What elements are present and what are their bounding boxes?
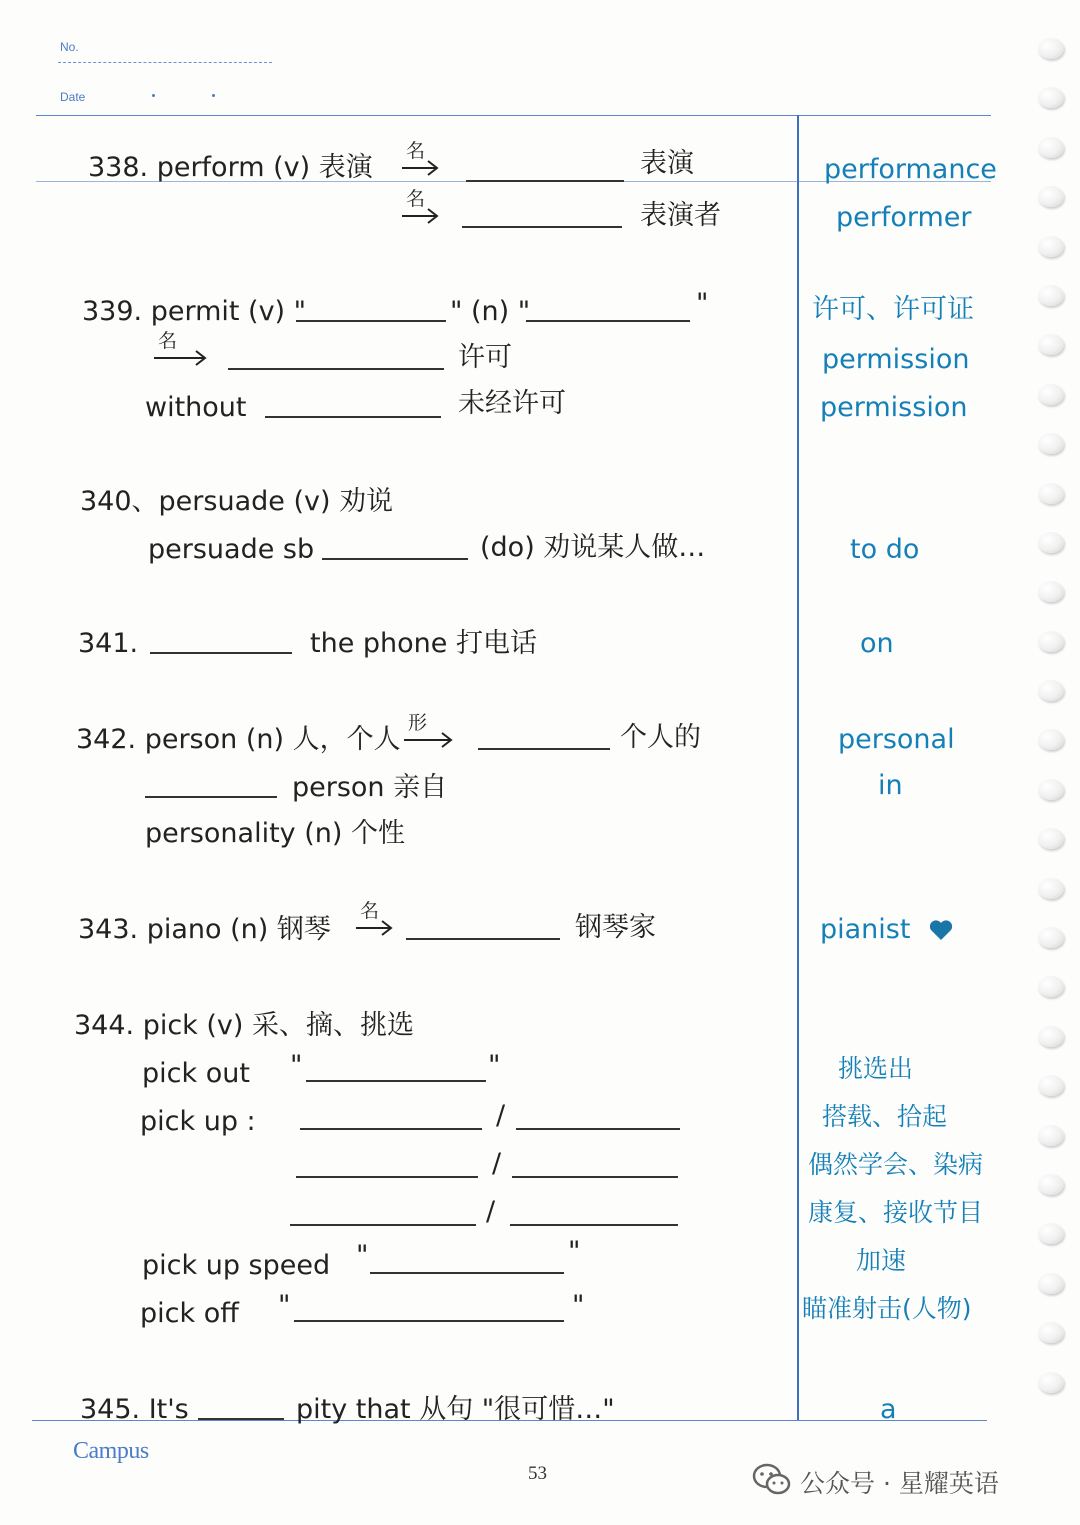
slash-separator: / — [496, 1100, 506, 1131]
entry-343-meaning1: 钢琴家 — [575, 912, 656, 943]
answer-344-3: 偶然学会、染病 — [808, 1150, 984, 1179]
arrow-label: 名 — [406, 140, 426, 162]
entry-339-line1-b: " (n) " — [450, 296, 531, 327]
date-dot — [212, 94, 215, 97]
ring — [1038, 1026, 1064, 1047]
entry-345-suffix: pity that 从句 "很可惜…" — [296, 1394, 615, 1425]
ring — [1038, 186, 1064, 207]
answer-339-2: permission — [822, 344, 970, 375]
ring — [1038, 927, 1064, 948]
blank-342-1 — [478, 748, 610, 750]
blank-341-1 — [150, 652, 292, 654]
arrow-icon — [354, 900, 394, 936]
ring — [1038, 878, 1064, 899]
blank-344-4 — [296, 1176, 478, 1178]
watermark-text: 公众号 · 星耀英语 — [800, 1469, 999, 1498]
entry-339-meaning3: 未经许可 — [458, 388, 566, 419]
spiral-binding — [1038, 38, 1068, 1421]
campus-brand-logo: Campus — [73, 1438, 149, 1464]
blank-339-3 — [228, 368, 444, 370]
arrow-icon — [402, 712, 442, 748]
heart-icon — [928, 918, 954, 942]
entry-340-line2-prefix: persuade sb — [148, 534, 315, 565]
arrow-label: 名 — [158, 330, 178, 352]
blank-344-1 — [306, 1080, 486, 1082]
entry-344-line1: 344. pick (v) 采、摘、挑选 — [74, 1010, 415, 1041]
entry-339-line1-a: 339. permit (v) " — [82, 296, 307, 327]
slash-separator: / — [492, 1148, 502, 1179]
ring — [1038, 581, 1064, 602]
ring — [1038, 483, 1064, 504]
entry-342-meaning1: 个人的 — [620, 722, 701, 753]
ring — [1038, 1125, 1064, 1146]
quote-mark: " — [356, 1240, 369, 1271]
entry-344-line6-prefix: pick up speed — [142, 1250, 331, 1281]
blank-344-7 — [510, 1224, 678, 1226]
entry-339-meaning2: 许可 — [458, 342, 512, 373]
ring — [1038, 285, 1064, 306]
ring — [1038, 236, 1064, 257]
entry-344-line3-prefix: pick up : — [140, 1106, 256, 1137]
date-dot — [152, 94, 155, 97]
entry-343-line1: 343. piano (n) 钢琴 — [78, 914, 331, 945]
date-label: Date — [60, 90, 86, 104]
arrow-label: 名 — [406, 188, 426, 210]
ring — [1038, 1223, 1064, 1244]
blank-338-2 — [462, 226, 622, 228]
ring — [1038, 433, 1064, 454]
entry-338-meaning2: 表演者 — [640, 200, 721, 231]
ring — [1038, 631, 1064, 652]
entry-345-prefix: 345. It's — [80, 1394, 189, 1425]
blank-342-2 — [145, 796, 277, 798]
blank-339-1 — [296, 320, 446, 322]
no-dotted-line — [58, 62, 272, 63]
entry-339-line1-c: " — [696, 288, 709, 319]
entry-342-line2-suffix: person 亲自 — [292, 772, 448, 803]
ring — [1038, 1322, 1064, 1343]
slash-separator: / — [486, 1196, 496, 1227]
ring — [1038, 828, 1064, 849]
ring — [1038, 729, 1064, 750]
ring — [1038, 779, 1064, 800]
ring — [1038, 1174, 1064, 1195]
entry-338-meaning1: 表演 — [640, 148, 694, 179]
ring — [1038, 532, 1064, 553]
entry-342-line3: personality (n) 个性 — [145, 818, 406, 849]
answer-344-1: 挑选出 — [838, 1054, 914, 1083]
quote-mark: " — [572, 1290, 585, 1321]
blank-344-8 — [370, 1272, 564, 1274]
answer-338-2: performer — [836, 202, 972, 233]
ring — [1038, 680, 1064, 701]
answer-343-1: pianist — [820, 914, 911, 945]
blank-344-2 — [300, 1128, 482, 1130]
answer-344-5: 加速 — [856, 1246, 907, 1275]
answer-344-2: 搭载、拾起 — [822, 1102, 948, 1131]
blank-344-5 — [512, 1176, 678, 1178]
quote-mark: " — [290, 1050, 303, 1081]
blank-344-6 — [290, 1224, 476, 1226]
entry-340-line1: 340、persuade (v) 劝说 — [80, 486, 394, 517]
answer-345-1: a — [880, 1394, 897, 1425]
answer-341-1: on — [860, 628, 894, 659]
no-label: No. — [60, 40, 79, 54]
quote-mark: " — [568, 1236, 581, 1267]
entry-338-line1: 338. perform (v) 表演 — [88, 152, 373, 183]
arrow-icon — [400, 140, 440, 176]
answer-339-3: permission — [820, 392, 968, 423]
blank-344-9 — [294, 1320, 564, 1322]
answer-340-1: to do — [850, 534, 920, 565]
entry-340-line2-suffix: (do) 劝说某人做… — [480, 532, 706, 563]
blank-344-3 — [516, 1128, 680, 1130]
entry-339-line3-prefix: without — [145, 392, 247, 423]
arrow-label: 名 — [360, 900, 380, 922]
answer-342-1: personal — [838, 724, 955, 755]
blank-345-1 — [198, 1418, 284, 1420]
top-rule — [36, 115, 991, 116]
blank-340-1 — [322, 558, 468, 560]
blank-338-1 — [466, 180, 624, 182]
answer-342-2: in — [878, 770, 903, 801]
ring — [1038, 137, 1064, 158]
ring — [1038, 1273, 1064, 1294]
ring — [1038, 1075, 1064, 1096]
entry-341-num: 341. — [78, 628, 139, 659]
ring — [1038, 87, 1064, 108]
arrow-label: 形 — [408, 712, 428, 734]
answer-338-1: performance — [824, 154, 997, 185]
answer-339-1: 许可、许可证 — [812, 294, 974, 325]
arrow-icon — [152, 330, 192, 366]
ring — [1038, 976, 1064, 997]
answer-344-6: 瞄准射击(人物) — [802, 1294, 972, 1323]
blank-339-4 — [265, 416, 441, 418]
blank-343-1 — [406, 938, 560, 940]
quote-mark: " — [278, 1290, 291, 1321]
ring — [1038, 384, 1064, 405]
blank-339-2 — [526, 320, 690, 322]
ring — [1038, 1372, 1064, 1393]
quote-mark: " — [488, 1050, 501, 1081]
ring — [1038, 334, 1064, 355]
page-number: 53 — [528, 1463, 547, 1484]
wechat-icon — [752, 1462, 792, 1498]
margin-divider — [797, 115, 799, 1420]
entry-344-line7-prefix: pick off — [140, 1298, 239, 1329]
ring — [1038, 38, 1064, 59]
entry-342-line1: 342. person (n) 人，个人 — [76, 724, 401, 755]
arrow-icon — [400, 188, 440, 224]
entry-341-suffix: the phone 打电话 — [310, 628, 537, 659]
entry-344-line2-prefix: pick out — [142, 1058, 250, 1089]
answer-344-4: 康复、接收节目 — [808, 1198, 984, 1227]
